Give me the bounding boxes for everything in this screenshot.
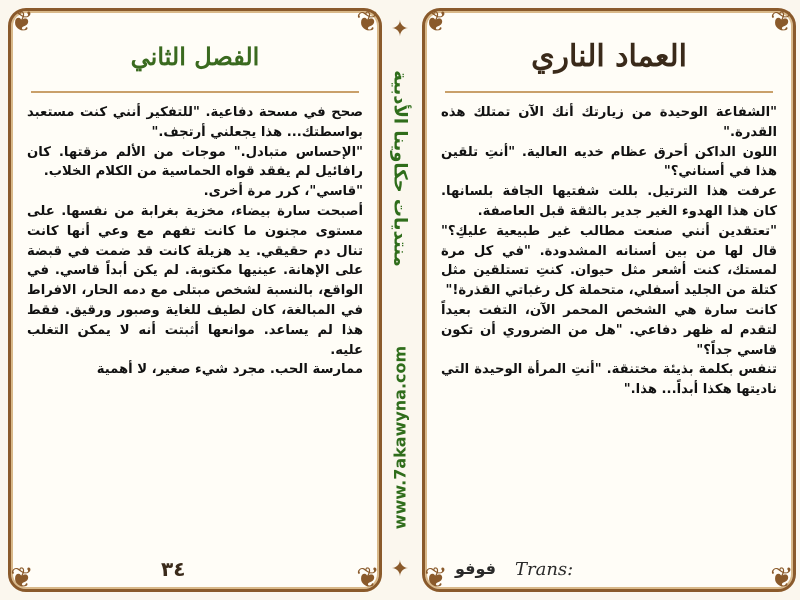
ornament-star-icon: ✦: [390, 17, 410, 42]
paragraph: "قاسي"، كرر مرة أخرى.: [203, 184, 363, 200]
right-page-text: [441, 103, 777, 400]
paragraph: "تعتقدين أنني صنعت مطالب غير طبيعية عليكِ؟" قال لها من بين أسنانه المشدودة. "في كل مرة لمستك، كنت أشعر مثل حيوان. كنتِ تستلقين مثل كتلة من الجليد أسفلي، متحملة كل رغباتي القذرة!": [441, 223, 777, 299]
ornament-corner-icon: ❦: [10, 5, 34, 38]
translator-name: فوفو: [455, 559, 497, 578]
forum-name: منتديات حكاوينا الأدبية: [389, 70, 411, 267]
trans-label: Trans:: [515, 559, 574, 580]
section-title: العماد الناري: [531, 38, 687, 74]
ornament-corner-icon: ❦: [424, 561, 448, 594]
left-page-footer: [11, 557, 379, 583]
right-page-header: [455, 21, 763, 91]
header-divider: [445, 91, 773, 93]
right-page: [422, 5, 796, 594]
paragraph: اللون الداكن أحرق عظام خديه العالية. "أنتِ تلقين هذا في أسناني؟": [441, 144, 777, 180]
ornament-corner-icon: ❦: [770, 5, 794, 38]
paragraph: ممارسة الحب. مجرد شيء صغير، لا أهمية: [96, 362, 363, 378]
left-page-text: [27, 103, 363, 380]
page-number: ٣٤: [161, 557, 186, 581]
paragraph: صحح في مسحة دفاعية. "للتفكير أنني كنت مستعبد بواسطتك... هذا يجعلني أرتجف.": [27, 105, 363, 140]
paragraph: تنفس بكلمة بذيئة مختنقة. "أنتِ المرأة الوحيدة التي ناديتها هكذا أبداً... هذا.": [441, 362, 777, 398]
header-divider: [31, 91, 359, 93]
ornament-corner-icon: ❦: [424, 5, 448, 38]
left-page-header: [41, 21, 349, 91]
ornament-corner-icon: ❦: [770, 561, 794, 594]
ornament-corner-icon: ❦: [10, 561, 34, 594]
paragraph: كانت سارة هي الشخص المحمر الآن، التفت بعيداً لتقدم له ظهر دفاعي. "هل من الضروري أن تكون قاسي جداً؟": [441, 302, 777, 358]
left-page: [8, 5, 382, 594]
ornament-corner-icon: ❦: [356, 5, 380, 38]
paragraph: عرفت هذا الترتيل. بللت شفتيها الجافة بلسانها. كان هذا الهدوء الغير جدير بالثقة قبل العاصفة.: [441, 184, 777, 219]
spine: [380, 8, 420, 588]
ornament-star-icon: ✦: [390, 557, 410, 582]
paragraph: "الشفاعة الوحيدة من زيارتك أنك الآن تمتلك هذه القدرة.": [441, 105, 777, 140]
website-link[interactable]: www.7akawyna.com: [390, 345, 410, 530]
right-page-footer: [425, 557, 793, 583]
paragraph: أصبحت سارة بيضاء، مخزية بغرابة من نفسها. على مستوى مجنون ما كانت تفهم مع وعي أنها كانت تنال دم حقيقي. يد هزيلة كانت قد ضمت في قبضة على الإهانة. عينيها مكتوبة. لم يكن أبداً قاسي. في الواقع، بالنسبة لشخص مبتلى مع دمه الحار، الافراط في المبالغة، كان لطيف للغاية وصبور ورقيق. فقط هذا لم يساعد. موانعها أثبتت أنه لا يمكن التغلب عليه.: [27, 203, 363, 358]
ornament-corner-icon: ❦: [356, 561, 380, 594]
paragraph: "الإحساس متبادل." موجات من الألم مزقتها. كان رافائيل لم يفقد قواه الحماسية من الكلام الخلاب.: [27, 144, 363, 180]
chapter-title: الفصل الثاني: [130, 41, 260, 71]
